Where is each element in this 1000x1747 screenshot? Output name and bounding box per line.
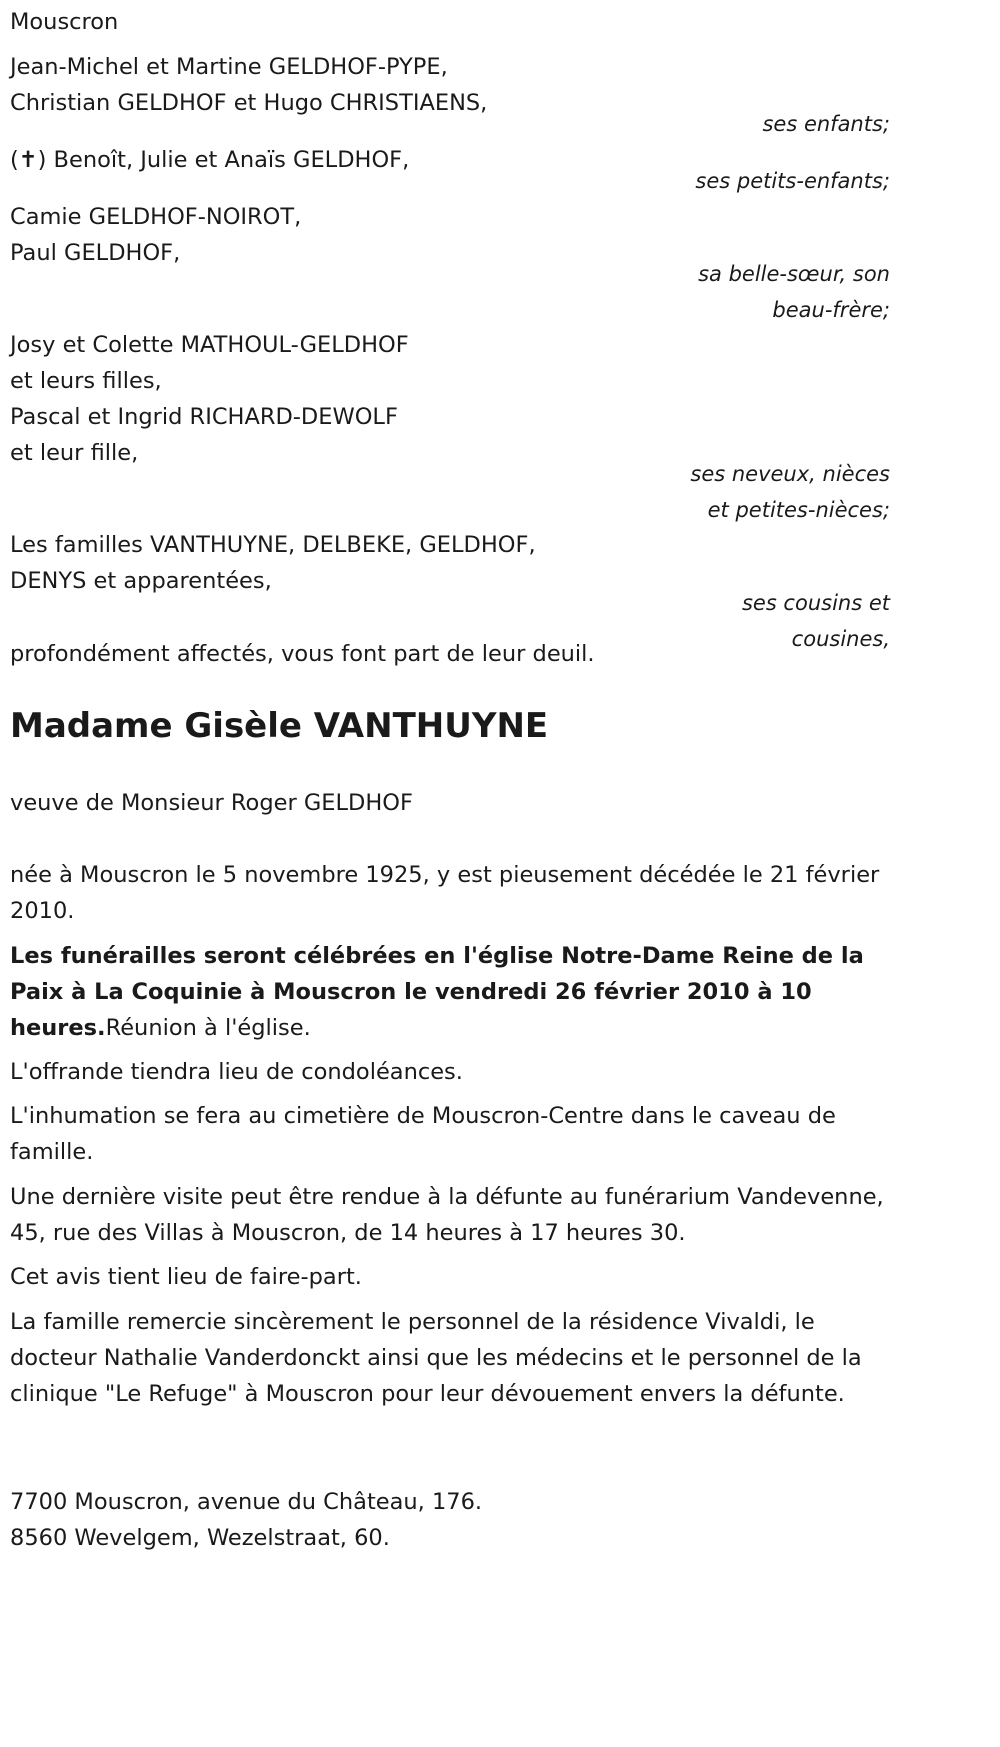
visit-text: Une dernière visite peut être rendue à la défunte au funérarium Vandevenne, 45, rue des Villas à Mouscron, de 14 heures à 17 heures 30. (10, 1184, 884, 1246)
funeral-paragraph (10, 938, 900, 1046)
inlaws-line-1: Camie GELDHOF-NOIROT, (10, 204, 302, 230)
nephews-line-1: Josy et Colette MATHOUL-GELDHOF (10, 332, 409, 358)
nephews-line-2: et leurs filles, (10, 368, 162, 394)
notice-text: Cet avis tient lieu de faire-part. (10, 1264, 362, 1290)
nephews-role-line-2: et petites-nièces; (707, 498, 890, 522)
address-2: 8560 Wevelgem, Wezelstraat, 60. (10, 1525, 390, 1551)
birth-death: née à Mouscron le 5 novembre 1925, y est pieusement décédée le 21 février 2010. (10, 862, 880, 924)
cousins-line-2: DENYS et apparentées, (10, 568, 272, 594)
cousins-role-line-2: cousines, (791, 627, 890, 651)
children-line-2: Christian GELDHOF et Hugo CHRISTIAENS, (10, 90, 488, 116)
nephews-line-3: Pascal et Ingrid RICHARD-DEWOLF (10, 404, 398, 430)
children-line-1: Jean-Michel et Martine GELDHOF-PYPE, (10, 54, 448, 80)
deceased-name: Madame Gisèle VANTHUYNE (10, 706, 549, 746)
children-role: ses enfants; (762, 112, 890, 136)
inlaws-role-line-2: beau-frère; (772, 298, 890, 322)
grandchildren-role: ses petits-enfants; (695, 169, 890, 193)
cousins-role-line-1: ses cousins et (741, 591, 890, 615)
funeral-details: Les funérailles seront célébrées en l'église Notre-Dame Reine de la Paix à La Coquinie à Mouscron le vendredi 26 février 2010 à 10 heures. (10, 943, 864, 1041)
grandchildren-line: (✝) Benoît, Julie et Anaïs GELDHOF, (10, 147, 410, 173)
funeral-meeting: Réunion à l'église. (105, 1015, 311, 1041)
announcement: profondément affectés, vous font part de leur deuil. (10, 641, 595, 667)
nephews-role-line-1: ses neveux, nièces (690, 462, 890, 486)
address-1: 7700 Mouscron, avenue du Château, 176. (10, 1489, 483, 1515)
offering-text: L'offrande tiendra lieu de condoléances. (10, 1059, 463, 1085)
cousins-line-1: Les familles VANTHUYNE, DELBEKE, GELDHOF, (10, 532, 536, 558)
nephews-line-4: et leur fille, (10, 440, 139, 466)
thanks-text: La famille remercie sincèrement le personnel de la résidence Vivaldi, le docteur Nathalie Vanderdonckt ainsi que les médecins et le personnel de la clinique "Le Refuge" à Mouscron pour leur dévouement envers la défunte. (10, 1309, 862, 1407)
widow-of: veuve de Monsieur Roger GELDHOF (10, 790, 413, 816)
burial-text: L'inhumation se fera au cimetière de Mouscron-Centre dans le caveau de famille. (10, 1103, 836, 1165)
inlaws-role-line-1: sa belle-sœur, son (698, 262, 890, 286)
inlaws-line-2: Paul GELDHOF, (10, 240, 181, 266)
city-heading: Mouscron (10, 9, 119, 35)
